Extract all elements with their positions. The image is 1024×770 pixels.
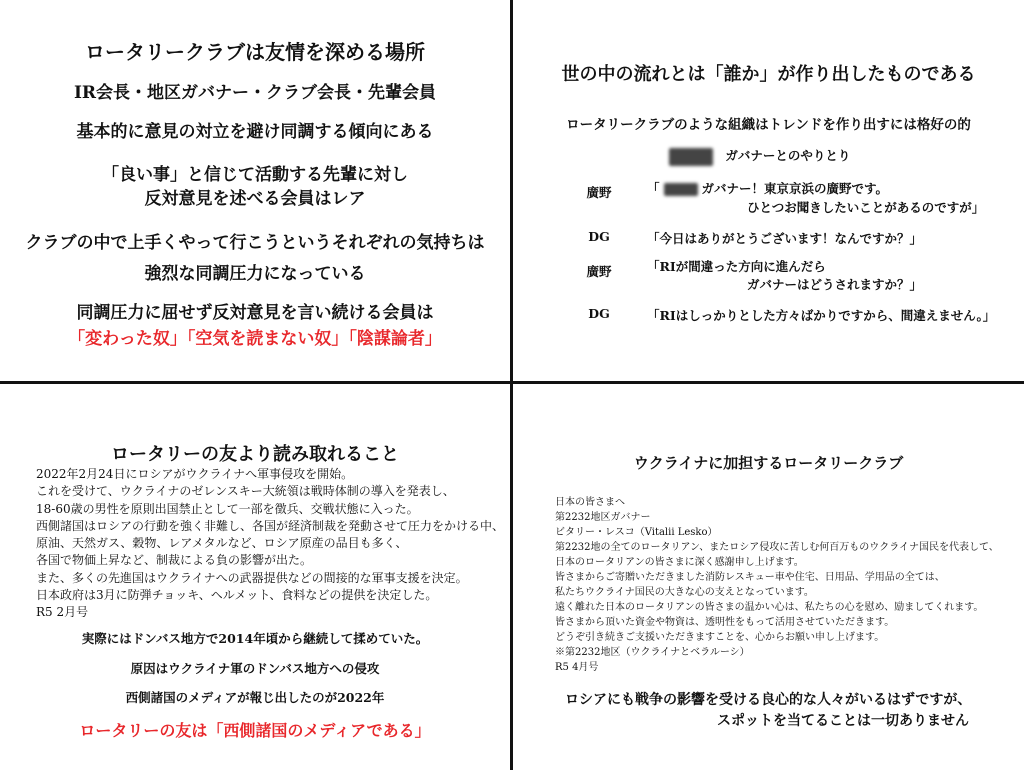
panel1-line4b: 強烈な同調圧力になっている — [144, 264, 366, 284]
dialog-line: ガバナーはどうされますか？」 — [747, 277, 923, 292]
body-line: 18-60歳の男性を原則出国禁止として一部を徴兵、交戦状態に入った。 — [36, 501, 419, 516]
dialog-line: 「RIはしっかりとした方々ばかりですから、間違えません。」 — [647, 308, 996, 323]
body-line: 2022年2月24日にロシアがウクライナへ軍事侵攻を開始。 — [36, 467, 354, 481]
dialog-speaker: DG — [588, 306, 610, 321]
body-line: 第2232地区ガバナー — [555, 512, 651, 523]
panel3-bold3: 西側諸国のメディアが報じ出したのが2022年 — [125, 690, 385, 705]
panel-trend — [513, 0, 1024, 381]
redacted-name — [664, 183, 698, 196]
dialog-speaker: 廣野 — [586, 264, 612, 279]
body-line: 日本政府は3月に防弾チョッキ、ヘルメット、食料などの提供を決定した。 — [36, 588, 438, 603]
panel3-bold1: 実際にはドンバス地方で2014年頃から継続して揉めていた。 — [81, 631, 429, 646]
panel3-red-conclusion: ロータリーの友は「西側諸国のメディアである」 — [79, 721, 431, 740]
body-line: ※第2232地区（ウクライナとベラルーシ） — [555, 647, 750, 658]
panel1-line6: 「変わった奴」「空気を読まない奴」「陰謀論者」 — [68, 329, 442, 349]
panel4-bold1: ロシアにも戦争の影響を受ける良心的な人々がいるはずですが、 — [565, 692, 972, 708]
body-line: 西側諸国はロシアの行動を強く非難し、各国が経済制裁を発動させて圧力をかける中、 — [36, 518, 505, 533]
dialog-line: 「 ガバナー！東京京浜の廣野です。 — [647, 181, 889, 196]
panel1-line3b: 反対意見を述べる会員はレア — [144, 189, 366, 209]
body-line: これを受けて、ウクライナのゼレンスキー大統領は戦時体制の導入を発表し、 — [36, 484, 455, 499]
panel3-bold2: 原因はウクライナ軍のドンバス地方への侵攻 — [130, 661, 380, 676]
dialog-speaker: DG — [588, 229, 610, 244]
body-line: 日本の皆さまへ — [555, 497, 625, 508]
dialog-line: 「今日はありがとうございます！なんですか？」 — [647, 231, 923, 246]
panel1-line5: 同調圧力に屈せず反対意見を言い続ける会員は — [76, 303, 434, 323]
panel-ukraine — [513, 384, 1024, 770]
redacted-name — [669, 148, 713, 166]
panel3-body — [36, 466, 504, 622]
body-line: 皆さまからご寄贈いただきました消防レスキュー車や住宅、日用品、学用品の全ては、 — [555, 572, 945, 583]
body-line: R5 2月号 — [36, 605, 89, 620]
panel-peer-pressure — [0, 0, 510, 381]
body-line: 遠く離れた日本のロータリアンの皆さまの温かい心は、私たちの心を慰め、励ましてくれます。 — [555, 602, 984, 613]
panel4-title: ウクライナに加担するロータリークラブ — [633, 454, 904, 472]
body-line: 私たちウクライナ国民の大きな心の支えとなっています。 — [555, 587, 814, 598]
exchange-label: ガバナーとのやりとり — [725, 148, 851, 163]
panel2-title: 世の中の流れとは「誰か」が作り出したものである — [561, 64, 976, 85]
body-line: どうぞ引き続きご支援いただきますことを、心からお願い申し上げます。 — [555, 632, 885, 643]
panel4-body — [555, 495, 999, 675]
body-line: R5 4月号 — [555, 662, 599, 673]
body-line: ビタリー・レスコ（Vitalii Lesko） — [555, 527, 718, 538]
body-line: 第2232地の全てのロータリアン、またロシア侵攻に苦しむ何百万ものウクライナ国民を代表して、 — [555, 542, 999, 553]
panel-rotary-friend — [0, 384, 510, 770]
body-line: また、多くの先進国はウクライナへの武器提供などの間接的な軍事支援を決定。 — [36, 570, 468, 585]
panel3-title: ロータリーの友より読み取れること — [111, 444, 399, 465]
body-line: 原油、天然ガス、穀物、レアメタルなど、ロシア原産の品目も多く、 — [36, 536, 408, 551]
exchange-heading — [669, 146, 850, 166]
body-line: 皆さまから頂いた資金や物資は、透明性をもって活用させていただきます。 — [555, 617, 895, 628]
panel1-line2: 基本的に意見の対立を避け同調する傾向にある — [76, 122, 434, 142]
panel4-bold2: スポットを当てることは一切ありません — [717, 713, 969, 729]
dialog-speaker: 廣野 — [586, 185, 612, 200]
panel2-subtitle: ロータリークラブのような組織はトレンドを作り出すには格好の的 — [566, 117, 971, 133]
dialog-line: ひとつお聞きしたいことがあるのですが」 — [747, 200, 985, 215]
panel1-line4a: クラブの中で上手くやって行こうというそれぞれの気持ちは — [25, 233, 485, 253]
panel1-title: ロータリークラブは友情を深める場所 — [85, 40, 425, 64]
body-line: 各国で物価上昇など、制裁による負の影響が出た。 — [36, 553, 313, 568]
panel1-line1: IR会長・地区ガバナー・クラブ会長・先輩会員 — [73, 83, 437, 103]
body-line: 日本のロータリアンの皆さまに深く感謝申し上げます。 — [555, 557, 804, 568]
panel1-line3a: 「良い事」と信じて活動する先輩に対し — [102, 165, 408, 185]
dialog-line: 「RIが間違った方向に進んだら — [647, 259, 826, 274]
